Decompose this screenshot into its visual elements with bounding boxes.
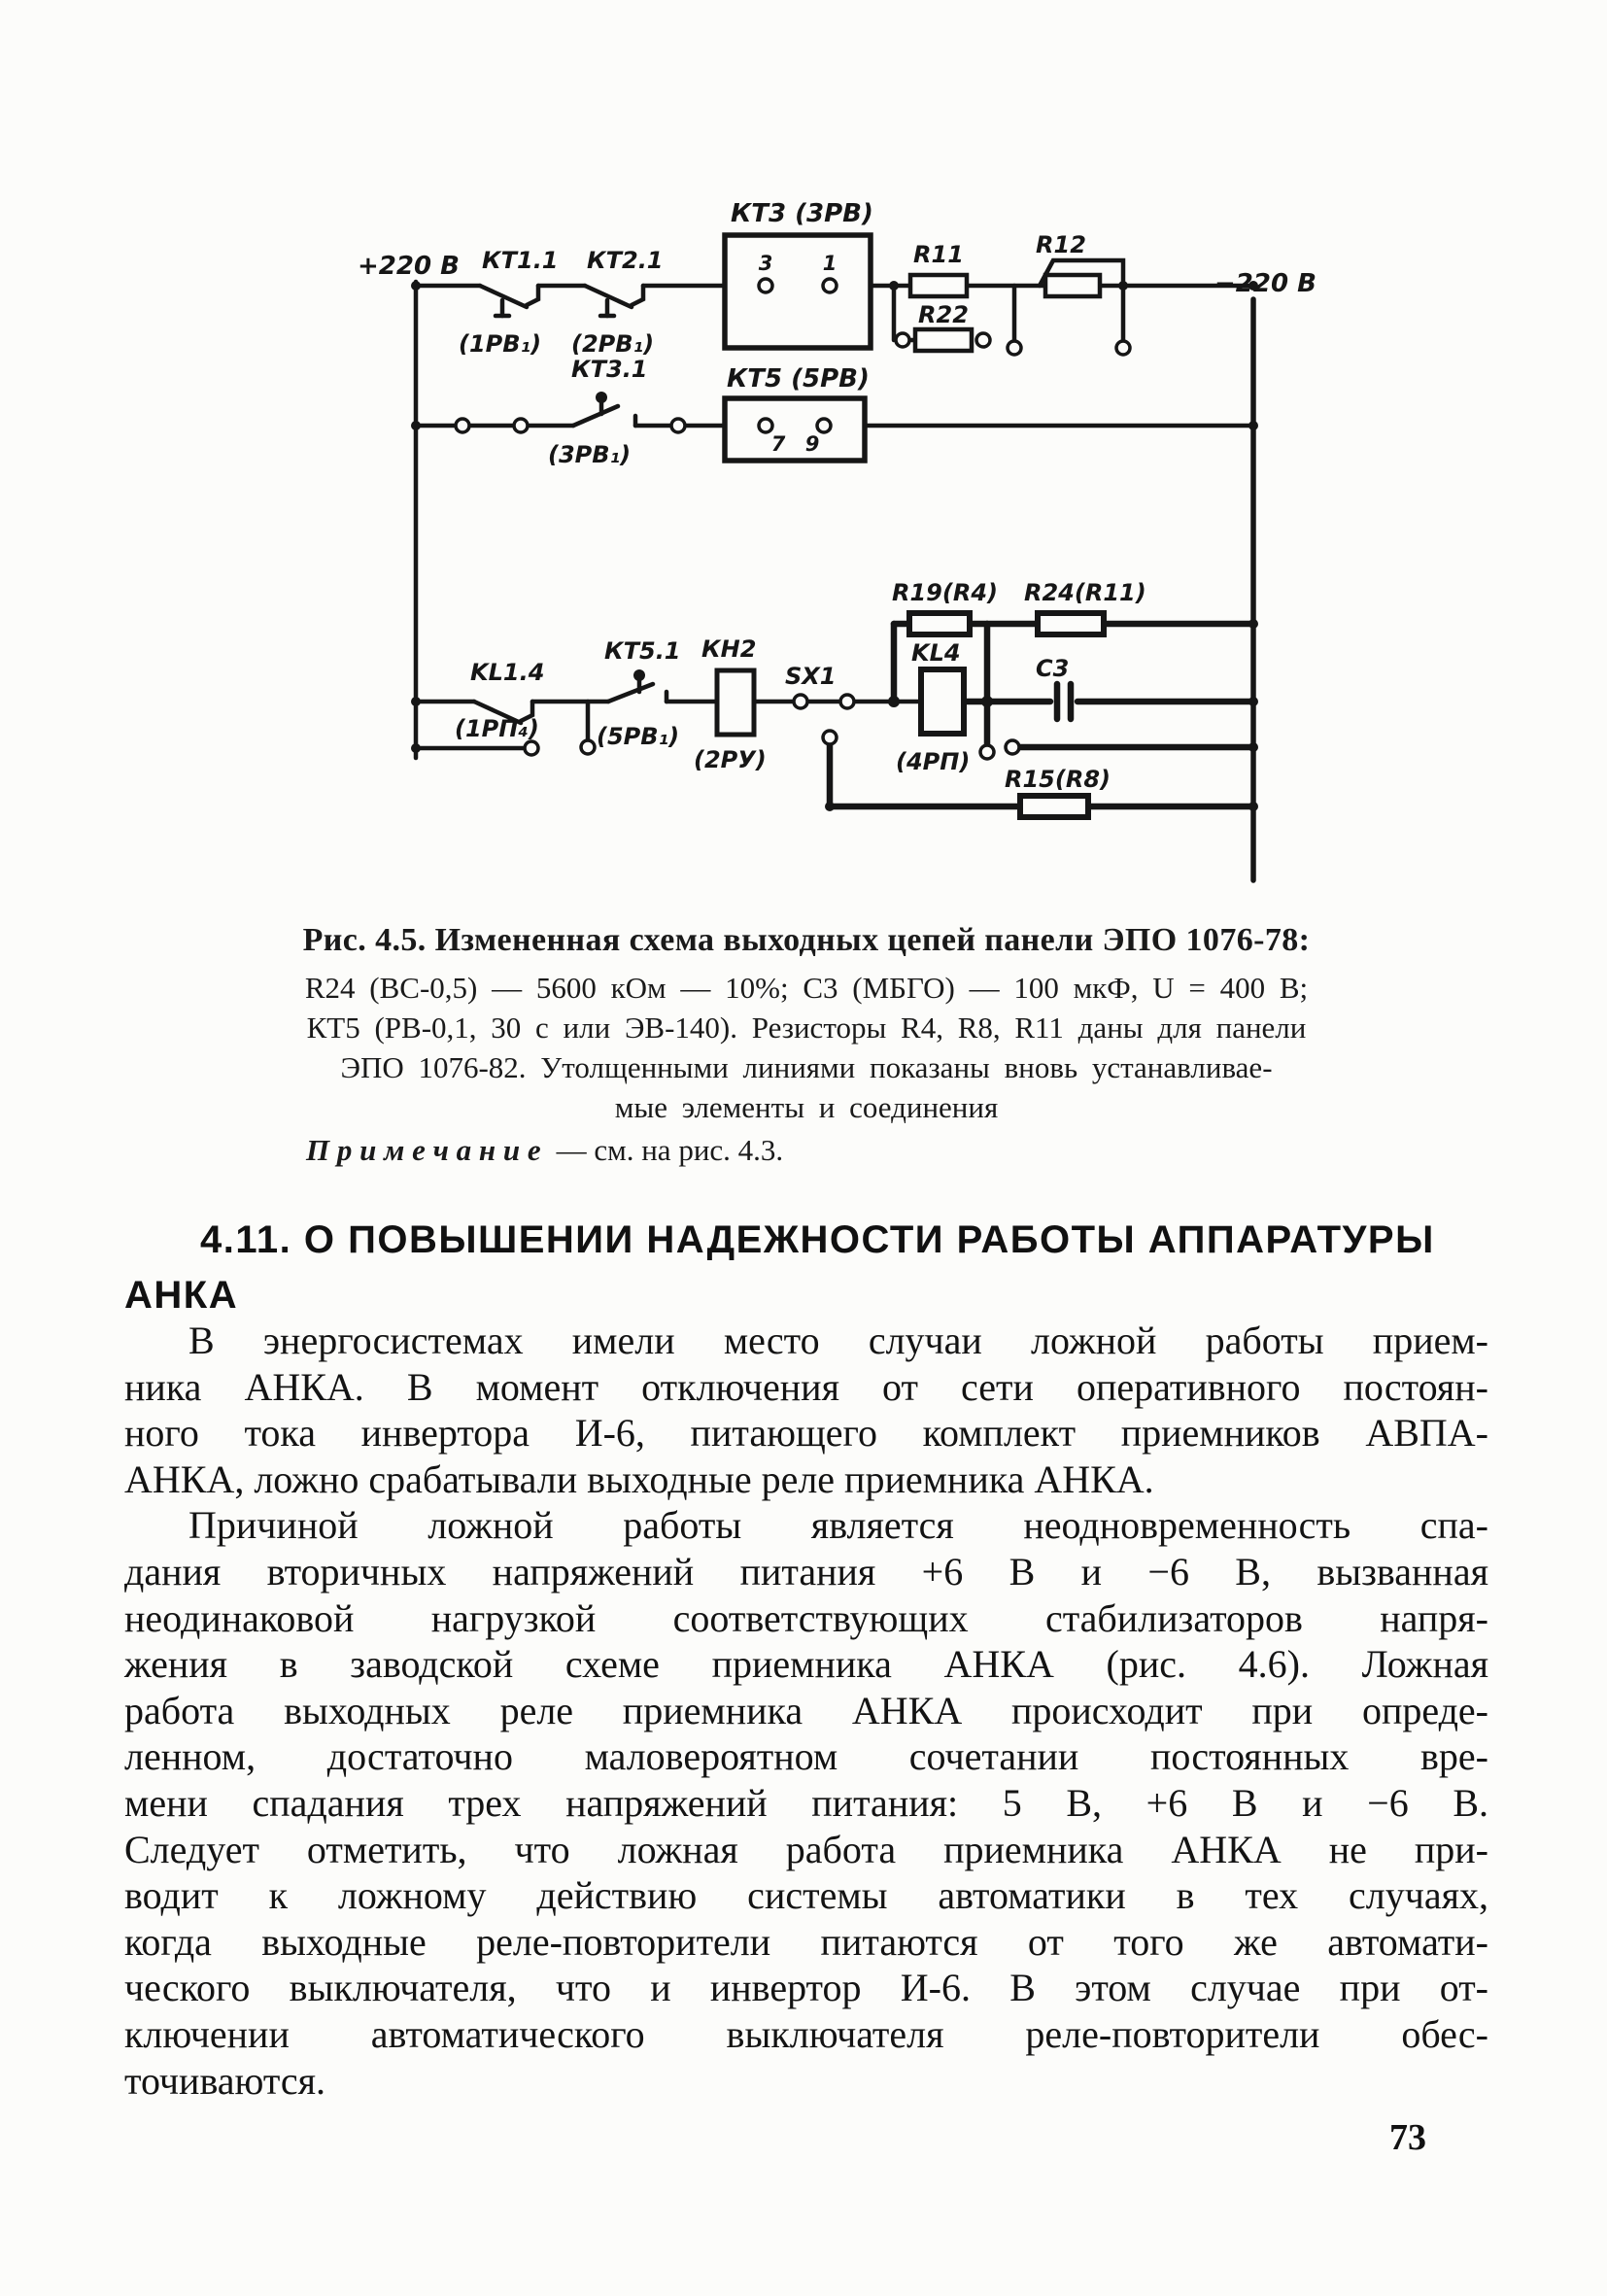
body-line: ключении автоматического выключателя реле-повторители обес- <box>124 2011 1488 2056</box>
caption-line: R24 (ВС-0,5) — 5600 кОм — 10%; С3 (МБГО) — 100 мкФ, U = 400 В; <box>304 971 1309 1005</box>
label-kn2-sub: (2РУ) <box>694 746 767 773</box>
label-c3: С3 <box>1036 655 1070 682</box>
label-kl1-4-sub: (1РП₄) <box>455 715 539 742</box>
resistor-r24 <box>1038 613 1104 634</box>
body-line: неодинаковой нагрузкой соответствующих стабилизаторов напря- <box>124 1595 1488 1640</box>
body-line: работа выходных реле приемника АНКА происходит при опреде- <box>124 1688 1488 1732</box>
label-kt5-terminal-7: 7 <box>770 432 786 456</box>
resistor-r12 <box>1045 275 1100 296</box>
section-body <box>124 1318 1488 2104</box>
label-kl1-4: KL1.4 <box>470 659 545 686</box>
section-heading <box>124 1213 1504 1323</box>
label-kt3-1: КТ3.1 <box>571 356 648 383</box>
body-line: ленном, достаточно маловероятном сочетании постоянных вре- <box>124 1734 1488 1779</box>
label-kt3-box: КТ3 (3РВ) <box>731 199 873 228</box>
label-kt2-1: КТ2.1 <box>587 247 664 274</box>
label-kt1-1-sub: (1РВ₁) <box>459 330 542 358</box>
body-line: водит к ложному действию системы автоматики в тех случаях, <box>124 1873 1488 1918</box>
body-line: ного тока инвертора И-6, питающего комплект приемников АВПА- <box>124 1411 1488 1456</box>
label-kt2-1-sub: (2РВ₁) <box>571 330 655 358</box>
body-line: точиваются. <box>124 2058 326 2103</box>
body-line: ческого выключателя, что и инвертор И-6. В этом случае при от- <box>124 1966 1488 2010</box>
coil-kn2 <box>717 670 754 735</box>
resistor-r19 <box>909 613 970 634</box>
body-line: дания вторичных напряжений питания +6 В и −6 В, вызванная <box>124 1549 1488 1593</box>
body-line: жения в заводской схеме приемника АНКА (рис. 4.6). Ложная <box>124 1642 1488 1687</box>
heading-line: 4.11. О ПОВЫШЕНИИ НАДЕЖНОСТИ РАБОТЫ АППАРАТУРЫ <box>200 1218 1435 1261</box>
label-kn2: КН2 <box>701 635 757 663</box>
resistor-r11 <box>910 275 967 296</box>
label-kt3-terminal-1: 1 <box>822 252 838 275</box>
contact-kt3-1 <box>573 406 618 426</box>
label-kt5-1: КТ5.1 <box>604 637 681 665</box>
label-r22: R22 <box>918 301 969 328</box>
figure-caption <box>160 919 1453 1170</box>
figure-caption-note <box>160 1130 1453 1170</box>
body-line: Следует отметить, что ложная работа приемника АНКА не при- <box>124 1827 1488 1871</box>
label-r12: R12 <box>1036 231 1086 258</box>
label-kl4: KL4 <box>911 639 961 667</box>
body-line: АНКА, ложно срабатывали выходные реле приемника АНКА. <box>124 1456 1154 1501</box>
label-kl4-sub: (4РП) <box>896 748 971 775</box>
circuit-diagram <box>262 115 1370 902</box>
body-line: В энергосистемах имели место случаи ложной работы прием- <box>188 1319 1488 1362</box>
relay-box-kt5 <box>725 398 865 461</box>
note-label: П р и м е ч а н и е <box>306 1133 541 1167</box>
label-kt5-1-sub: (5РВ₁) <box>597 723 680 750</box>
label-r19: R19(R4) <box>892 579 998 606</box>
body-line: ника АНКА. В момент отключения от сети оперативного постоян- <box>124 1364 1488 1409</box>
caption-line: ЭПО 1076-82. Утолщенными линиями показаны вновь устанавливае- <box>340 1050 1273 1084</box>
power-minus-label: −220 В <box>1214 269 1316 298</box>
label-r11: R11 <box>913 241 964 268</box>
body-line: когда выходные реле-повторители питаются от того же автомати- <box>124 1919 1488 1964</box>
label-r15: R15(R8) <box>1005 766 1111 793</box>
caption-line: мые элементы и соединения <box>614 1090 999 1124</box>
label-kt5-box: КТ5 (5РВ) <box>727 364 870 394</box>
heading-line: АНКА <box>124 1274 239 1317</box>
label-kt5-terminal-9: 9 <box>804 432 820 456</box>
label-kt3-1-sub: (3РВ₁) <box>548 441 632 468</box>
label-sx1: SX1 <box>785 663 837 690</box>
contact-kt5-1 <box>608 684 653 702</box>
label-kt3-terminal-3: 3 <box>758 252 773 275</box>
resistor-r15 <box>1020 796 1088 817</box>
page-number: 73 <box>1389 2117 1426 2158</box>
coil-kl4 <box>921 669 964 734</box>
note-text: — см. на рис. 4.3. <box>556 1133 784 1167</box>
component-bodies <box>717 235 1104 817</box>
relay-box-kt3 <box>725 235 871 348</box>
body-line: мени спадания трех напряжений питания: 5 В, +6 В и −6 В. <box>124 1780 1488 1825</box>
resistor-r22 <box>915 329 972 351</box>
figure-caption-title: Рис. 4.5. Измененная схема выходных цепей панели ЭПО 1076-78: <box>302 922 1311 958</box>
label-r24: R24(R11) <box>1024 579 1146 606</box>
caption-line: КТ5 (РВ-0,1, 30 с или ЭВ-140). Резисторы R4, R8, R11 даны для панели <box>306 1011 1307 1045</box>
label-kt1-1: КТ1.1 <box>482 247 559 274</box>
power-plus-label: +220 В <box>358 252 460 281</box>
body-line: Причиной ложной работы является неодновременность спа- <box>188 1503 1488 1548</box>
